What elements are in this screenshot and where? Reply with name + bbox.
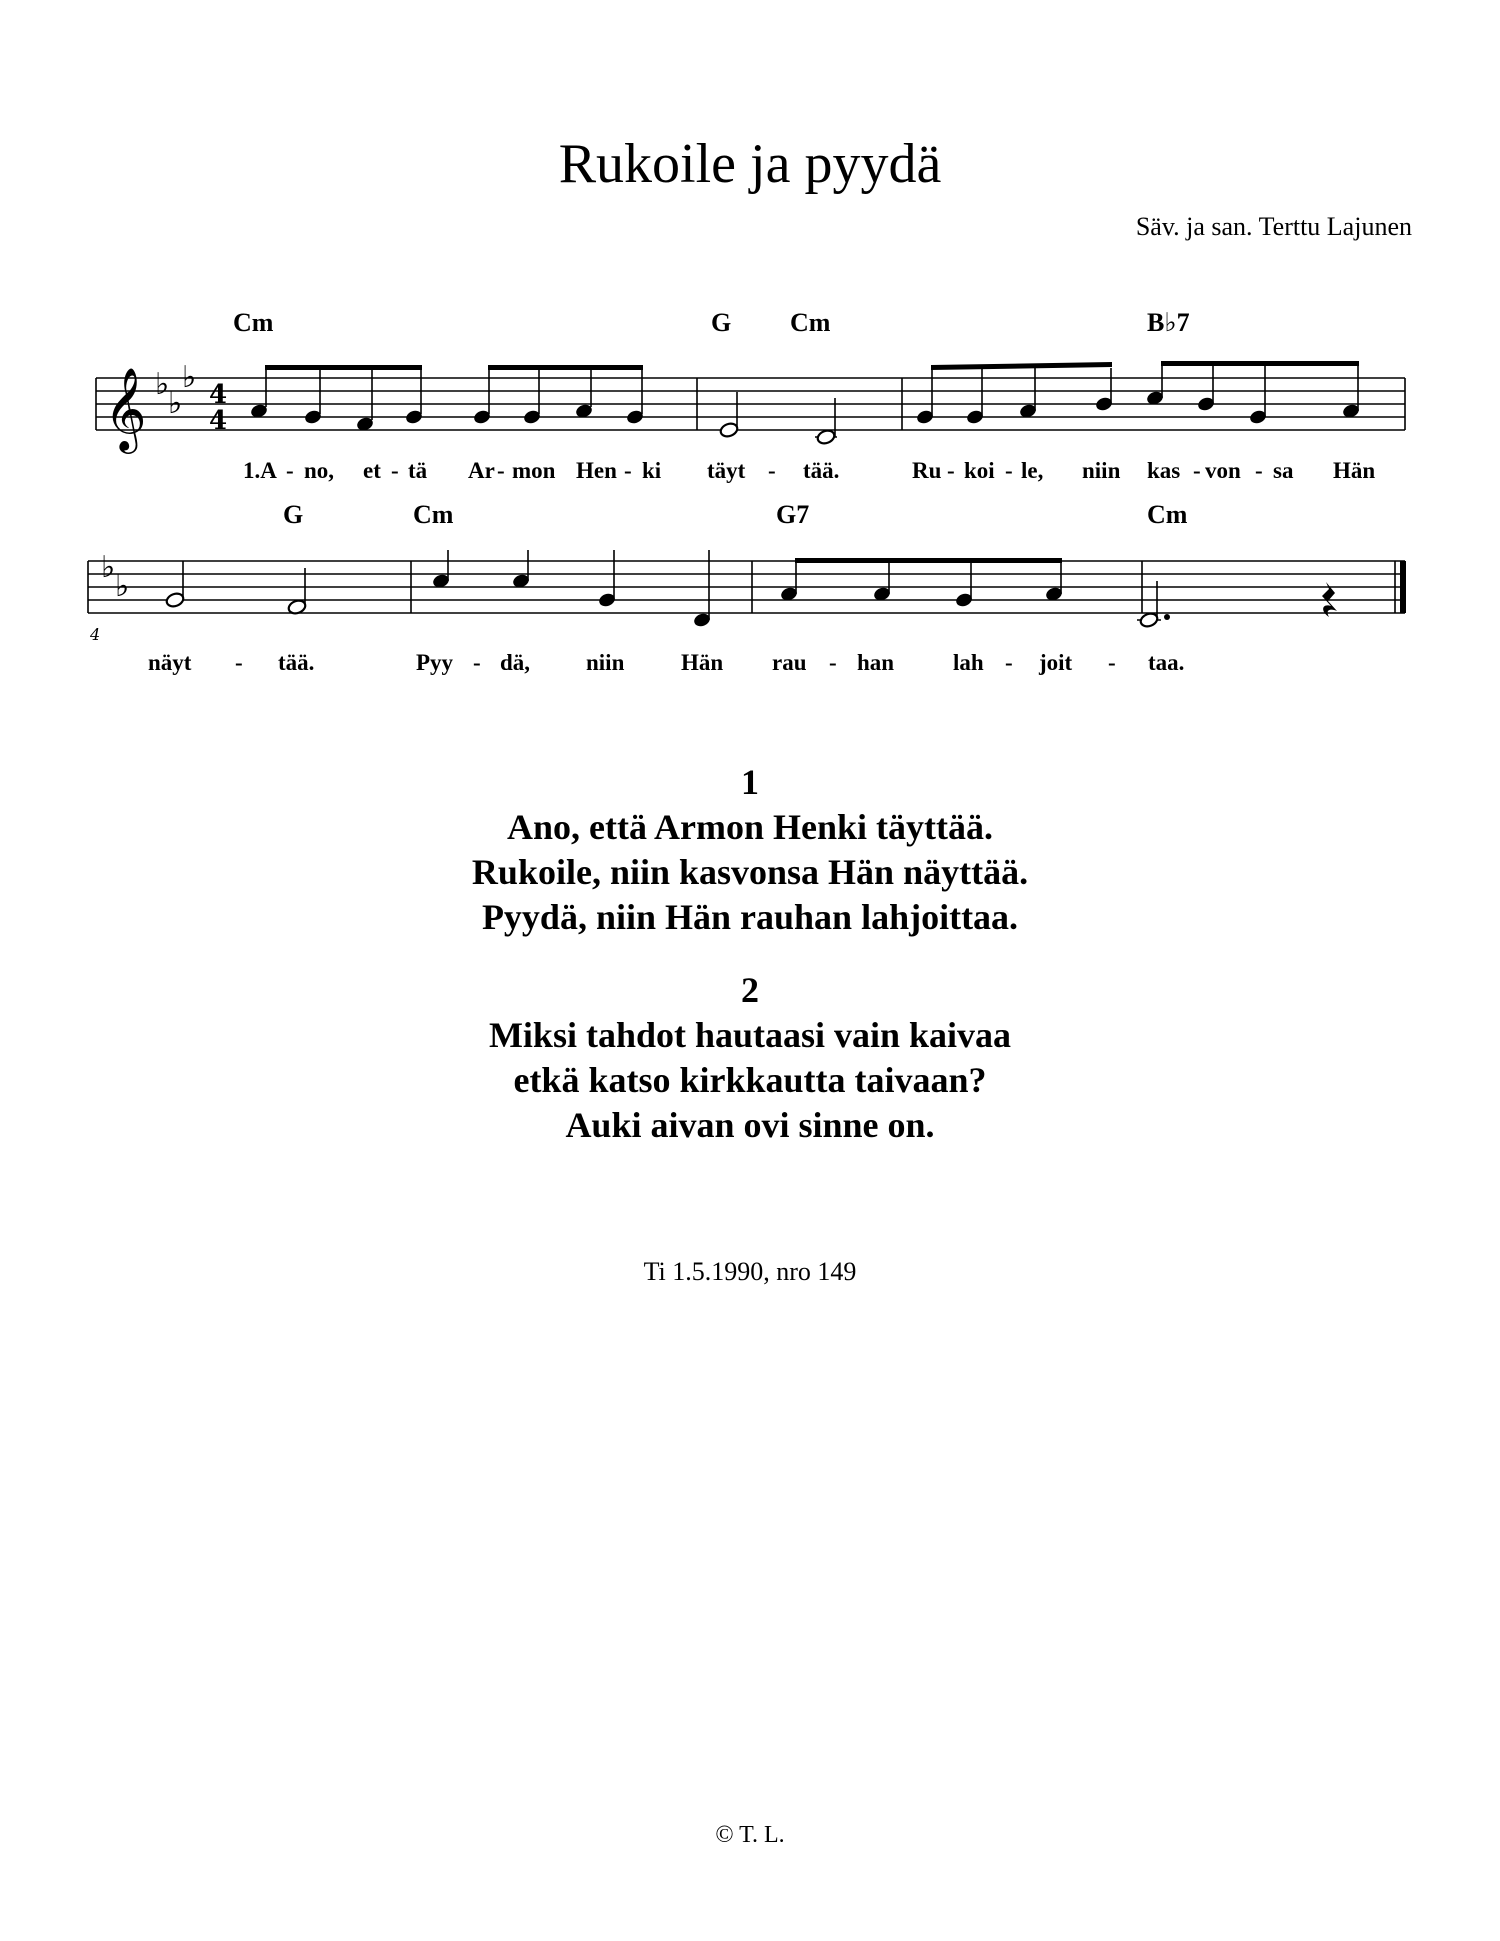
verse-line: etkä katso kirkkautta taivaan? [513, 1060, 987, 1100]
verse-line: Rukoile, niin kasvonsa Hän näyttää. [471, 852, 1029, 892]
key-signature-flats [101, 550, 129, 604]
chord-symbol: G [283, 500, 304, 529]
chord-symbol: G7 [776, 500, 810, 529]
verse-line: Ano, että Armon Henki täyttää. [507, 807, 993, 847]
chord-symbol: Cm [790, 308, 831, 337]
chord-symbol: Cm [413, 500, 454, 529]
notes-measure-1 [249, 365, 644, 432]
key-signature-flats [155, 360, 196, 421]
svg-text:4: 4 [208, 380, 228, 410]
svg-text:♭: ♭ [115, 569, 130, 604]
svg-text:♭: ♭ [101, 550, 116, 585]
notes-measure-6 [779, 558, 1063, 608]
chord-symbol: Cm [233, 308, 274, 337]
date-line: Ti 1.5.1990, nro 149 [643, 1257, 857, 1286]
chord-symbol: Cm [1147, 500, 1188, 529]
song-title: Rukoile ja pyydä [558, 133, 942, 195]
verse-number: 2 [741, 970, 759, 1010]
music-staff-2 [0, 550, 1500, 690]
svg-text:4: 4 [208, 406, 228, 436]
verse-2 [0, 968, 1500, 1148]
notes-measure-7 [1137, 581, 1337, 629]
verse-line: Pyydä, niin Hän rauhan lahjoittaa. [481, 897, 1019, 937]
notes-measure-2 [719, 392, 837, 446]
svg-text:♭: ♭ [168, 386, 183, 421]
measure-number: 4 [90, 625, 101, 644]
chord-symbol: G [711, 308, 732, 337]
verse-number: 1 [741, 762, 759, 802]
svg-text:♭: ♭ [182, 360, 197, 395]
svg-text:♭: ♭ [155, 367, 170, 402]
composer-credit: Säv. ja san. Terttu Lajunen [1135, 212, 1412, 241]
notes-measure-3 [915, 361, 1360, 425]
treble-clef-icon: 𝄞 [104, 366, 147, 450]
copyright: © T. L. [715, 1822, 785, 1848]
chord-symbol: B♭7 [1147, 308, 1190, 337]
verse-line: Auki aivan ovi sinne on. [565, 1105, 935, 1145]
verse-line: Miksi tahdot hautaasi vain kaivaa [488, 1015, 1012, 1055]
notes-measure-4 [165, 561, 307, 616]
time-signature [209, 380, 227, 436]
verse-1 [0, 760, 1500, 940]
verses-section [0, 760, 1500, 1176]
